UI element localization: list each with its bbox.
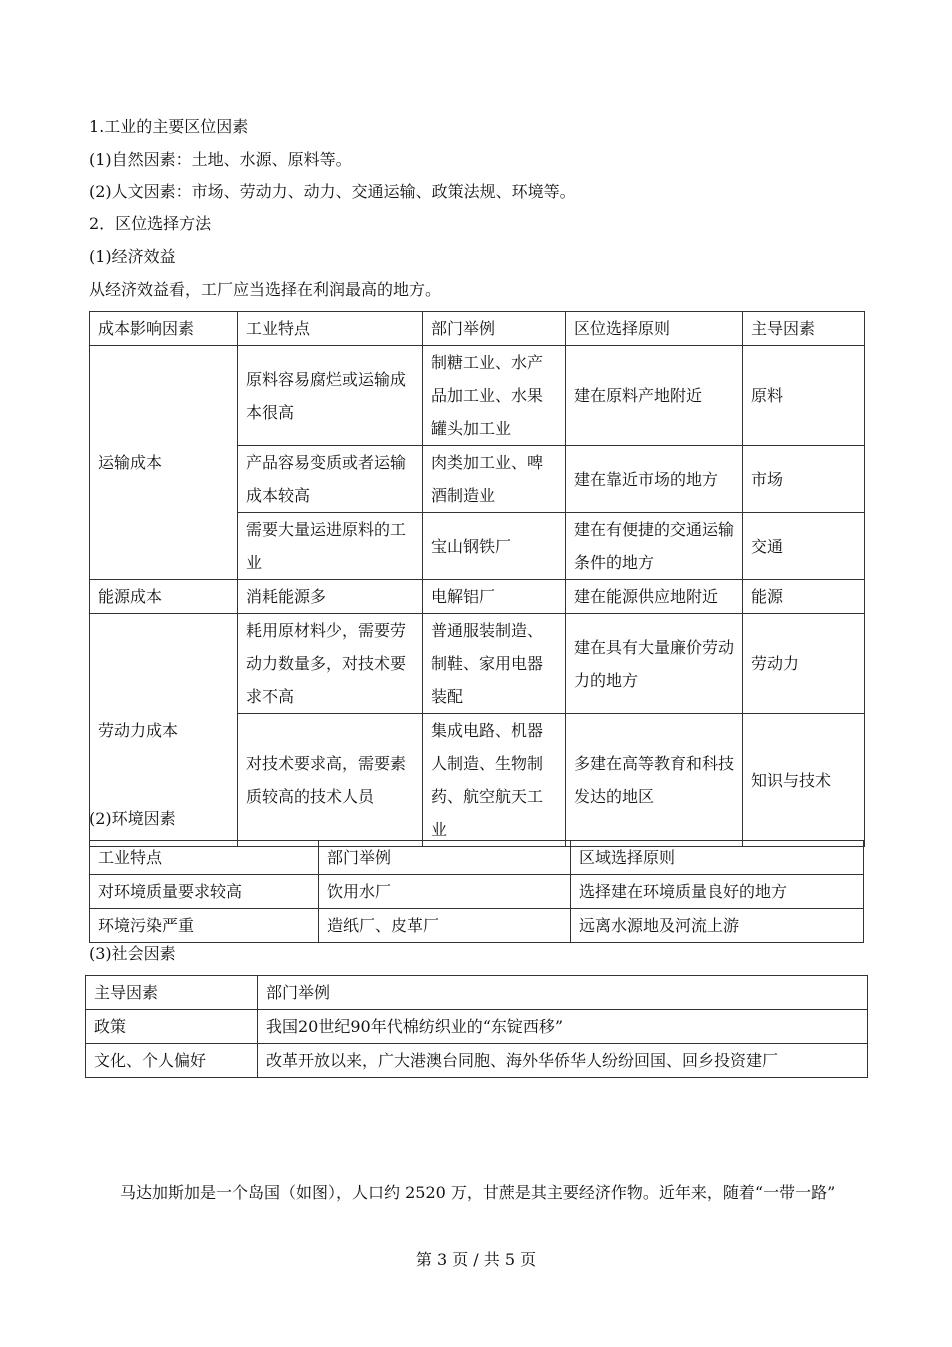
cell: 环境污染严重: [90, 909, 319, 943]
section-title: (3)社会因素: [89, 944, 176, 963]
cell: 宝山钢铁厂: [423, 513, 566, 580]
cell: 消耗能源多: [238, 580, 423, 614]
cell: 耗用原材料少，需要劳动力数量多，对技术要求不高: [238, 614, 423, 714]
header-cell: 区域选择原则: [571, 841, 864, 875]
cell: 选择建在环境质量良好的地方: [571, 875, 864, 909]
cell: 集成电路、机器人制造、生物制药、航空航天工业: [423, 714, 566, 847]
cell: 对环境质量要求较高: [90, 875, 319, 909]
cell: 建在有便捷的交通运输条件的地方: [566, 513, 743, 580]
cell: 远离水源地及河流上游: [571, 909, 864, 943]
cell: 原料: [743, 346, 865, 446]
header-cell: 工业特点: [238, 312, 423, 346]
cell: 普通服装制造、制鞋、家用电器装配: [423, 614, 566, 714]
cell: 制糖工业、水产品加工业、水果罐头加工业: [423, 346, 566, 446]
cell: 原料容易腐烂或运输成本很高: [238, 346, 423, 446]
cell: 知识与技术: [743, 714, 865, 847]
header-cell: 区位选择原则: [566, 312, 743, 346]
header-cell: 主导因素: [86, 976, 258, 1010]
header-cell: 成本影响因素: [90, 312, 238, 346]
environment-factors-table: [89, 840, 864, 943]
heading-1: 1.工业的主要区位因素: [89, 117, 249, 136]
social-factors-table: [85, 975, 868, 1078]
cell: 肉类加工业、啤酒制造业: [423, 446, 566, 513]
group-cell: 劳动力成本: [90, 614, 238, 847]
page-footer: 第 3 页 / 共 5 页: [415, 1250, 537, 1269]
header-cell: 部门举例: [319, 841, 571, 875]
cell: 劳动力: [743, 614, 865, 714]
cell: 电解铝厂: [423, 580, 566, 614]
cell: 能源: [743, 580, 865, 614]
paragraph: (2)人文因素：市场、劳动力、动力、交通运输、政策法规、环境等。: [89, 182, 576, 201]
cell: 市场: [743, 446, 865, 513]
cell: 交通: [743, 513, 865, 580]
header-cell: 部门举例: [423, 312, 566, 346]
cell: 建在能源供应地附近: [566, 580, 743, 614]
cell: 对技术要求高，需要素质较高的技术人员: [238, 714, 423, 847]
cell: 多建在高等教育和科技发达的地区: [566, 714, 743, 847]
header-cell: 部门举例: [258, 976, 868, 1010]
paragraph: (1)自然因素：土地、水源、原料等。: [89, 150, 352, 169]
cell: 造纸厂、皮革厂: [319, 909, 571, 943]
cell: 文化、个人偏好: [86, 1044, 258, 1078]
paragraph: 从经济效益看，工厂应当选择在利润最高的地方。: [89, 280, 442, 299]
cell: 改革开放以来，广大港澳台同胞、海外华侨华人纷纷回国、回乡投资建厂: [258, 1044, 868, 1078]
section-title: (2)环境因素: [89, 809, 176, 828]
cell: 饮用水厂: [319, 875, 571, 909]
cell: 我国20世纪90年代棉纺织业的“东锭西移”: [258, 1010, 868, 1044]
question-text: 马达加斯加是一个岛国（如图），人口约 2520 万，甘蔗是其主要经济作物。近年来，随着“一带一路”: [120, 1183, 836, 1202]
cell: 建在靠近市场的地方: [566, 446, 743, 513]
cell: 需要大量运进原料的工业: [238, 513, 423, 580]
group-cell: 运输成本: [90, 346, 238, 580]
economic-factors-table: [89, 311, 865, 847]
header-cell: 主导因素: [743, 312, 865, 346]
heading-2: 2．区位选择方法: [89, 214, 212, 233]
header-cell: 工业特点: [90, 841, 319, 875]
cell: 政策: [86, 1010, 258, 1044]
cell: 产品容易变质或者运输成本较高: [238, 446, 423, 513]
cell: 建在原料产地附近: [566, 346, 743, 446]
subheading: (1)经济效益: [89, 247, 176, 266]
cell: 建在具有大量廉价劳动力的地方: [566, 614, 743, 714]
group-cell: 能源成本: [90, 580, 238, 614]
